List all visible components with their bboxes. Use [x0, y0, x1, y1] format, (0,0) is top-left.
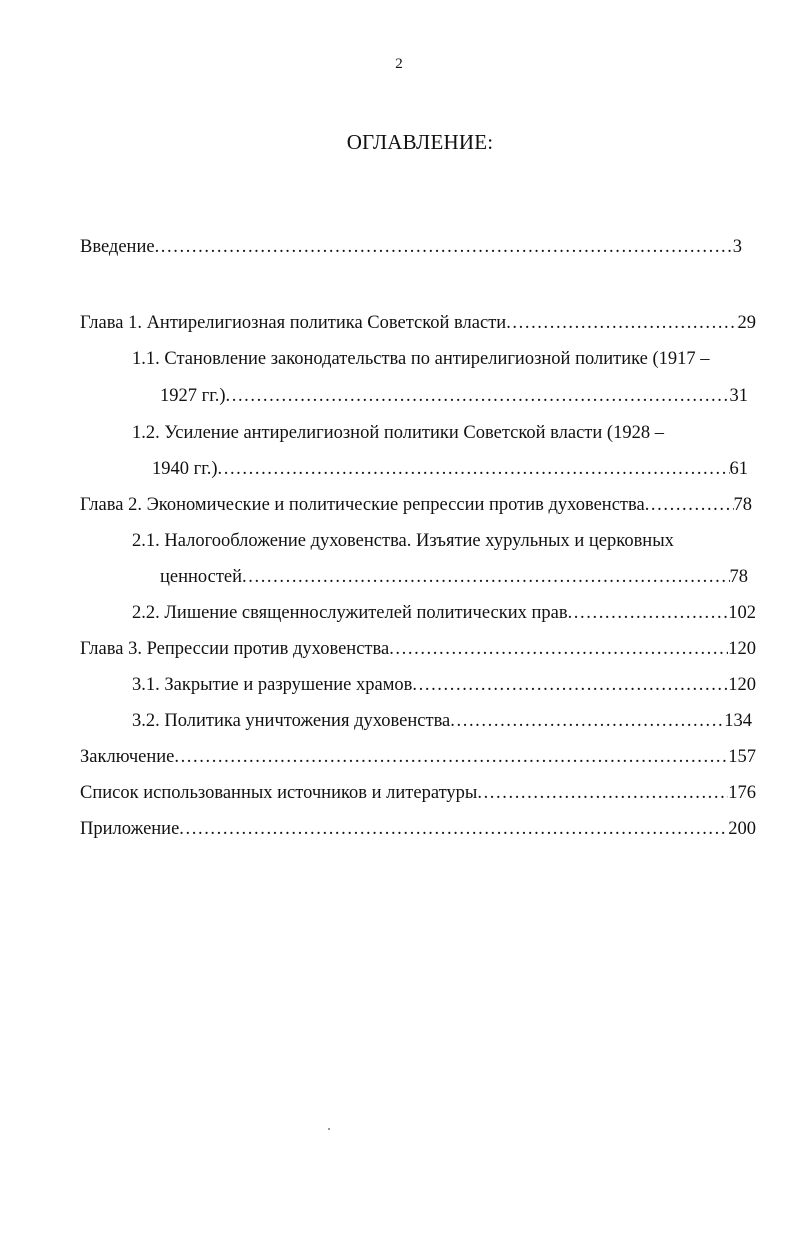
toc-page-ref: 120	[728, 639, 756, 659]
toc-page-ref: 176	[728, 783, 756, 803]
dot-leader	[179, 818, 728, 840]
toc-entry-section-3-2[interactable]	[80, 710, 760, 732]
toc-entry-text: 2.2. Лишение священнослужителей политических прав	[132, 603, 568, 623]
page-title: ОГЛАВЛЕНИЕ:	[346, 130, 494, 154]
toc-page-ref: 102	[728, 603, 756, 623]
toc-entry-text: ценностей	[160, 567, 243, 587]
toc-entry-text: Глава 1. Антирелигиозная политика Советской власти	[80, 313, 507, 333]
toc-page-ref: 157	[728, 747, 756, 767]
toc-page-ref: 120	[728, 675, 756, 695]
toc-entry-chapter-3[interactable]	[80, 638, 760, 660]
toc-entry-text: Глава 2. Экономические и политические репрессии против духовенства	[80, 495, 645, 515]
toc-entry-chapter-1[interactable]	[80, 312, 760, 334]
dot-leader	[226, 385, 730, 407]
toc-entry-text-line1: 2.1. Налогообложение духовенства. Изъятие хурульных и церковных	[132, 531, 674, 551]
toc-entry-text-line1: 1.1. Становление законодательства по антирелигиозной политике (1917 –	[132, 349, 710, 369]
scan-speck	[328, 1128, 330, 1130]
dot-leader	[568, 602, 729, 624]
toc-page-ref: 3	[732, 237, 742, 257]
dot-leader	[477, 782, 728, 804]
toc-entry-appendix[interactable]	[80, 818, 760, 840]
toc-page-ref: 31	[729, 386, 748, 406]
dot-leader	[389, 638, 728, 660]
toc-page-ref: 134	[724, 711, 752, 731]
toc-entry-section-1-2[interactable]	[80, 422, 760, 482]
toc-entry-bibliography[interactable]	[80, 782, 760, 804]
toc-entry-text-line1: 1.2. Усиление антирелигиозной политики Советской власти (1928 –	[132, 423, 664, 443]
toc-entry-text: 1940 гг.)	[152, 459, 218, 479]
dot-leader	[645, 494, 734, 516]
dot-leader	[242, 566, 729, 588]
toc-entry-text: 1927 гг.)	[160, 386, 226, 406]
toc-entry-section-1-1[interactable]	[80, 348, 760, 408]
toc-page-ref: 29	[737, 313, 756, 333]
toc-entry-section-2-1[interactable]	[80, 530, 760, 590]
toc-entry-text: Список использованных источников и литературы	[80, 783, 478, 803]
toc-entry-text: 3.1. Закрытие и разрушение храмов	[132, 675, 413, 695]
dot-leader	[218, 458, 730, 480]
dot-leader	[450, 710, 724, 732]
toc-entry-text: Введение	[80, 237, 155, 257]
toc-page-ref: 78	[733, 495, 752, 515]
toc-page-ref: 61	[729, 459, 748, 479]
toc-entry-text: Приложение	[80, 819, 180, 839]
toc-entry-text: 3.2. Политика уничтожения духовенства	[132, 711, 451, 731]
toc-entry-text: Глава 3. Репрессии против духовенства	[80, 639, 390, 659]
toc-page-ref: 200	[728, 819, 756, 839]
toc-entry-chapter-2[interactable]	[80, 494, 760, 516]
toc-entry-section-2-2[interactable]	[80, 602, 760, 624]
dot-leader	[155, 236, 733, 258]
toc-entry-introduction[interactable]	[80, 236, 760, 258]
toc-entry-section-3-1[interactable]	[80, 674, 760, 696]
toc-entry-text: Заключение	[80, 747, 175, 767]
toc-entry-conclusion[interactable]	[80, 746, 760, 768]
toc-page-ref: 78	[729, 567, 748, 587]
page-number: 2	[395, 56, 403, 72]
dot-leader	[506, 312, 737, 334]
dot-leader	[174, 746, 728, 768]
dot-leader	[412, 674, 728, 696]
